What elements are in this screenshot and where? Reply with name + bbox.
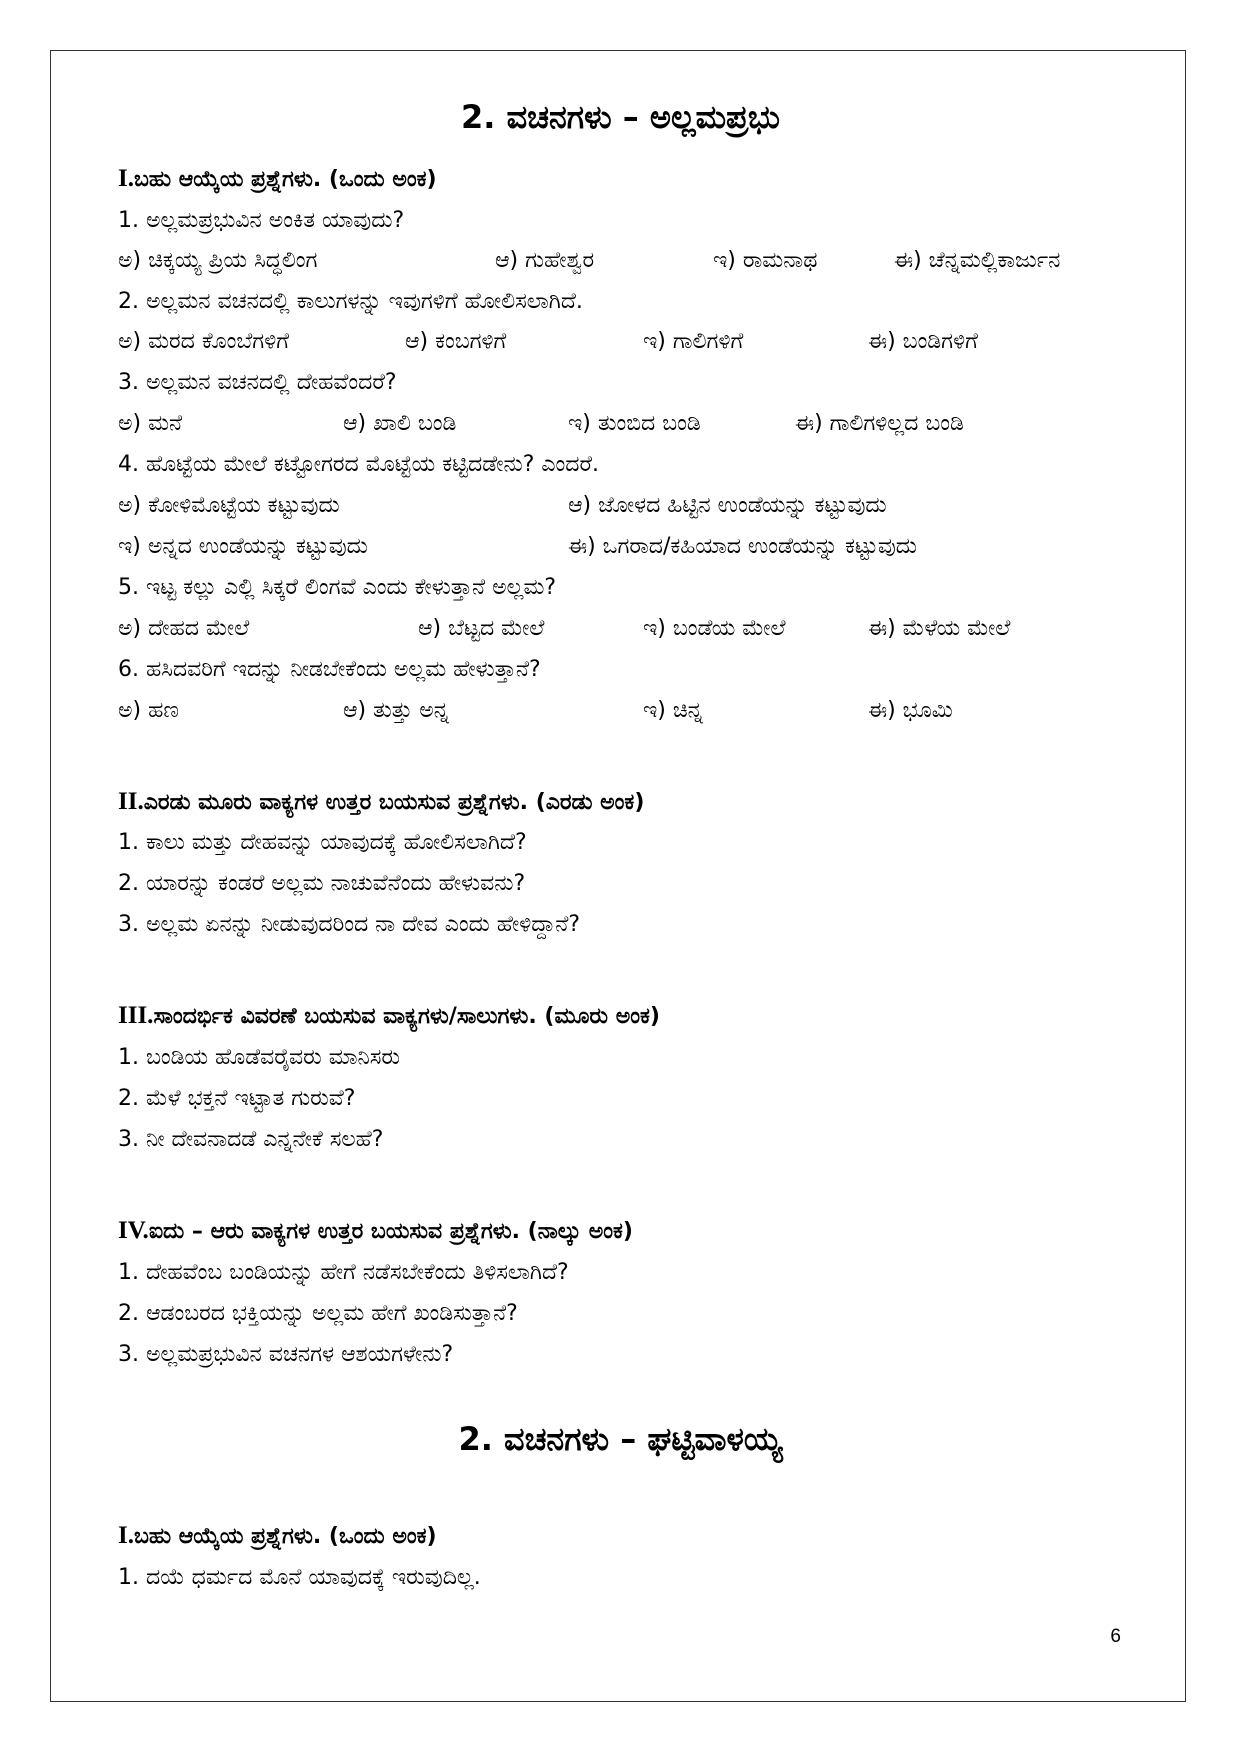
option-c: ಇ) ಅನ್ನದ ಉಂಡೆಯನ್ನು ಕಟ್ಟುವುದು <box>118 534 368 559</box>
option-b: ಆ) ತುತ್ತು ಅನ್ನ <box>343 698 449 723</box>
section-title-ghattivalayya: 2. ವಚನಗಳು – ಘಟ್ಟಿವಾಳಯ್ಯ <box>458 1420 783 1458</box>
heading-text: ಐದು – ಆರು ವಾಕ್ಯಗಳ ಉತ್ತರ ಬಯಸುವ ಪ್ರಶ್ನೆಗಳು. (ನಾಲ್ಕು ಅಂಕ) <box>148 1219 633 1244</box>
option-a: ಅ) ದೇಹದ ಮೇಲೆ <box>118 616 250 641</box>
question: 1. ದಯೆ ಧರ್ಮದ ಮೊನೆ ಯಾವುದಕ್ಕೆ ಇರುವುದಿಲ್ಲ. <box>118 1565 481 1590</box>
option-b: ಆ) ಬೆಟ್ಟದ ಮೇಲೆ <box>418 616 545 641</box>
section-title-allamaprabhu: 2. ವಚನಗಳು – ಅಲ್ಲಮಪ್ರಭು <box>461 98 780 136</box>
question: 2. ಯಾರನ್ನು ಕಂಡರೆ ಅಲ್ಲಮ ನಾಚುವೆನೆಂದು ಹೇಳುವನು? <box>118 871 526 896</box>
roman-numeral: I. <box>118 1522 134 1549</box>
roman-numeral: II. <box>118 788 144 815</box>
option-a: ಅ) ಕೋಳಿಮೊಟ್ಟೆಯ ಕಟ್ಟುವುದು <box>118 493 340 518</box>
option-d: ಈ) ಬಂಡಿಗಳಿಗೆ <box>868 329 978 354</box>
section-heading-mcq <box>118 165 437 193</box>
section-heading-long-answer <box>118 1217 633 1245</box>
question: 3. ನೀ ದೇವನಾದಡೆ ಎನ್ನನೇಕೆ ಸಲಹೆ? <box>118 1127 384 1152</box>
question: 3. ಅಲ್ಲಮ ಏನನ್ನು ನೀಡುವುದರಿಂದ ನಾ ದೇವ ಎಂದು ಹೇಳಿದ್ದಾನೆ? <box>118 912 581 937</box>
heading-text: ಬಹು ಆಯ್ಕೆಯ ಪ್ರಶ್ನೆಗಳು. (ಒಂದು ಅಂಕ) <box>133 167 437 192</box>
option-c: ಇ) ರಾಮನಾಥ <box>713 248 818 273</box>
option-a: ಅ) ಚಿಕ್ಕಯ್ಯ ಪ್ರಿಯ ಸಿದ್ಧಲಿಂಗ <box>118 248 318 273</box>
question: 5. ಇಟ್ಟ ಕಲ್ಲು ಎಲ್ಲಿ ಸಿಕ್ಕರೆ ಲಿಂಗವೆ ಎಂದು ಕೇಳುತ್ತಾನೆ ಅಲ್ಲಮ? <box>118 575 557 600</box>
section-heading-context <box>118 1002 660 1030</box>
question: 2. ಮೆಳೆ ಭಕ್ತನೆ ಇಟ್ಟಾತ ಗುರುವೆ? <box>118 1086 356 1111</box>
option-d: ಈ) ಮೆಳೆಯ ಮೇಲೆ <box>868 616 1011 641</box>
option-d: ಈ) ಒಗರಾದ/ಕಹಿಯಾದ ಉಂಡೆಯನ್ನು ಕಟ್ಟುವುದು <box>568 534 917 559</box>
option-a: ಅ) ಮರದ ಕೊಂಬೆಗಳಿಗೆ <box>118 329 289 354</box>
option-c: ಇ) ತುಂಬಿದ ಬಂಡಿ <box>568 411 701 436</box>
question: 1. ಅಲ್ಲಮಪ್ರಭುವಿನ ಅಂಕಿತ ಯಾವುದು? <box>118 208 405 233</box>
option-b: ಆ) ಜೋಳದ ಹಿಟ್ಟಿನ ಉಂಡೆಯನ್ನು ಕಟ್ಟುವುದು <box>568 493 887 518</box>
section-heading-short-answer <box>118 788 644 816</box>
question: 2. ಆಡಂಬರದ ಭಕ್ತಿಯನ್ನು ಅಲ್ಲಮ ಹೇಗೆ ಖಂಡಿಸುತ್ತಾನೆ? <box>118 1301 518 1326</box>
option-b: ಆ) ಕಂಬಗಳಿಗೆ <box>405 329 507 354</box>
question: 2. ಅಲ್ಲಮನ ವಚನದಲ್ಲಿ ಕಾಲುಗಳನ್ನು ಇವುಗಳಿಗೆ ಹೋಲಿಸಲಾಗಿದೆ. <box>118 289 583 314</box>
question: 3. ಅಲ್ಲಮನ ವಚನದಲ್ಲಿ ದೇಹವೆಂದರೆ? <box>118 370 397 395</box>
heading-text: ಎರಡು ಮೂರು ವಾಕ್ಯಗಳ ಉತ್ತರ ಬಯಸುವ ಪ್ರಶ್ನೆಗಳು. (ಎರಡು ಅಂಕ) <box>143 790 645 815</box>
option-b: ಆ) ಗುಹೇಶ್ವರ <box>495 248 595 273</box>
page-number: 6 <box>1110 1626 1121 1647</box>
question: 4. ಹೊಟ್ಟೆಯ ಮೇಲೆ ಕಟ್ಟೋಗರದ ಮೊಟ್ಟೆಯ ಕಟ್ಟಿದಡೇನು? ಎಂದರೆ. <box>118 452 599 477</box>
option-a: ಅ) ಹಣ <box>118 698 179 723</box>
option-d: ಈ) ಚೆನ್ನಮಲ್ಲಿಕಾರ್ಜುನ <box>894 248 1061 273</box>
option-d: ಈ) ಭೂಮಿ <box>868 698 953 723</box>
heading-text: ಬಹು ಆಯ್ಕೆಯ ಪ್ರಶ್ನೆಗಳು. (ಒಂದು ಅಂಕ) <box>133 1524 437 1549</box>
question: 1. ಕಾಲು ಮತ್ತು ದೇಹವನ್ನು ಯಾವುದಕ್ಕೆ ಹೋಲಿಸಲಾಗಿದೆ? <box>118 830 527 855</box>
section-heading-mcq <box>118 1522 437 1550</box>
question: 1. ದೇಹವೆಂಬ ಬಂಡಿಯನ್ನು ಹೇಗೆ ನಡೆಸಬೇಕೆಂದು ತಿಳಿಸಲಾಗಿದೆ? <box>118 1260 569 1285</box>
question: 1. ಬಂಡಿಯ ಹೊಡೆವರೈವರು ಮಾನಿಸರು <box>118 1045 401 1070</box>
question: 3. ಅಲ್ಲಮಪ್ರಭುವಿನ ವಚನಗಳ ಆಶಯಗಳೇನು? <box>118 1342 454 1367</box>
option-c: ಇ) ಚಿನ್ನ <box>643 698 703 723</box>
roman-numeral: I. <box>118 165 134 192</box>
option-c: ಇ) ಗಾಲಿಗಳಿಗೆ <box>643 329 744 354</box>
option-d: ಈ) ಗಾಲಿಗಳಿಲ್ಲದ ಬಂಡಿ <box>795 411 964 436</box>
option-a: ಅ) ಮನೆ <box>118 411 183 436</box>
roman-numeral: III. <box>118 1002 154 1029</box>
question: 6. ಹಸಿದವರಿಗೆ ಇದನ್ನು ನೀಡಬೇಕೆಂದು ಅಲ್ಲಮ ಹೇಳುತ್ತಾನೆ? <box>118 657 541 682</box>
option-b: ಆ) ಖಾಲಿ ಬಂಡಿ <box>343 411 457 436</box>
option-c: ಇ) ಬಂಡೆಯ ಮೇಲೆ <box>643 616 786 641</box>
heading-text: ಸಾಂದರ್ಭಿಕ ವಿವರಣೆ ಬಯಸುವ ವಾಕ್ಯಗಳು/ಸಾಲುಗಳು. (ಮೂರು ಅಂಕ) <box>153 1004 660 1029</box>
roman-numeral: IV. <box>118 1217 149 1244</box>
